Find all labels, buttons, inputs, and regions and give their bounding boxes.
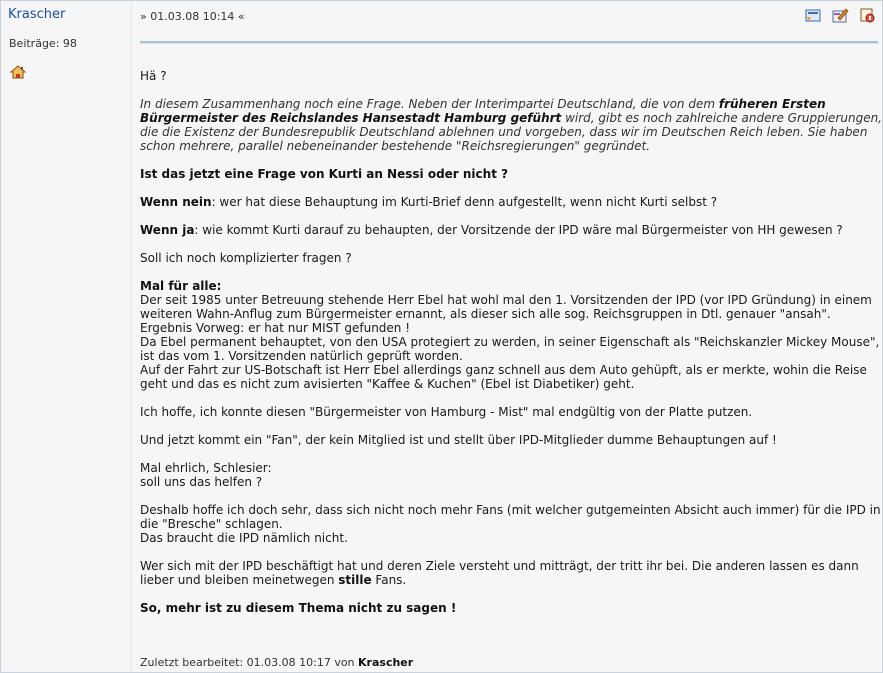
paragraph-ja: Wenn ja: wie kommt Kurti darauf zu behaupten, der Vorsitzende der IPD wäre mal Bürgermeister von HH gewesen ? (140, 223, 843, 237)
quote-icon[interactable] (804, 6, 822, 24)
paragraph: Soll ich noch komplizierter fragen ? (140, 251, 352, 265)
quoted-text: In diesem Zusammenhang noch eine Frage. Neben der Interimpartei Deutschland, die von dem früheren Ersten Bürgermeister des Reichslandes Hansestadt Hamburg geführt wird, gibt es noch zahlreiche andere Gruppierungen, die die Existenz der Bundesrepublik Deutschland ablehnen und vorgeben, dass wir im Deutschen Reich leben. Sie haben schon mehrere, parallel nebeneinander bestehende "Reichsregierungen" gegründet. (140, 97, 882, 153)
paragraph-ehrlich: Mal ehrlich, Schlesier: soll uns das helfen ? (140, 461, 272, 489)
edit-note: Zuletzt bearbeitet: 01.03.08 10:17 von Krascher (140, 656, 414, 669)
post-count: Beiträge: 98 (9, 37, 77, 50)
author-name-link[interactable]: Krascher (8, 7, 66, 22)
report-icon[interactable] (858, 6, 876, 24)
post-body (140, 69, 882, 615)
post-actions (804, 6, 876, 24)
paragraph: Und jetzt kommt ein "Fan", der kein Mitglied ist und stellt über IPD-Mitglieder dumme Behauptungen auf ! (140, 433, 777, 447)
paragraph: Ich hoffe, ich konnte diesen "Bürgermeister von Hamburg - Mist" mal endgültig von der Platte putzen. (140, 405, 753, 419)
question-heading: Ist das jetzt eine Frage von Kurti an Nessi oder nicht ? (140, 167, 509, 181)
header-divider (140, 41, 878, 44)
post-date: » 01.03.08 10:14 « (140, 10, 245, 23)
paragraph: Hä ? (140, 69, 167, 83)
post-content (132, 1, 882, 672)
edit-icon[interactable] (831, 6, 849, 24)
author-panel (1, 1, 132, 672)
paragraph-mal: Mal für alle: Der seit 1985 unter Betreuung stehende Herr Ebel hat wohl mal den 1. Vorsitzenden der IPD (vor IPD Gründung) in einem weiteren Wahn-Anflug zum Bürgermeister ernannt, als dieser sich alle sog. Reichsgruppen in Dtl. genauer "ansah". Ergebnis Vorweg: er hat nur MIST gefunden ! Da Ebel permanent behauptet, von den USA protegiert zu werden, in seiner Eigenschaft als "Reichskanzler Mickey Mouse", ist das vom 1. Vorsitzenden natürlich geprüft worden. Auf der Fahrt zur US-Botschaft ist Herr Ebel allerdings ganz schnell aus dem Auto gehüpft, als er merkte, wohin die Reise geht und das es nicht zum avisierten "Kaffee & Kuchen" (Ebel ist Diabetiker) geht. (140, 279, 880, 391)
closing-statement: So, mehr ist zu diesem Thema nicht zu sagen ! (140, 601, 457, 615)
paragraph-wer: Wer sich mit der IPD beschäftigt hat und deren Ziele versteht und mitträgt, der tritt ihr bei. Die anderen lassen es dann lieber und bleiben meinetwegen stille Fans. (140, 559, 859, 587)
paragraph-deshalb: Deshalb hoffe ich doch sehr, dass sich nicht noch mehr Fans (mit welcher gutgemeinten Absicht auch immer) für die IPD in die "Bresche" schlagen. Das braucht die IPD nämlich nicht. (140, 503, 881, 545)
home-icon[interactable] (10, 65, 26, 79)
paragraph-nein: Wenn nein: wer hat diese Behauptung im Kurti-Brief denn aufgestellt, wenn nicht Kurti selbst ? (140, 195, 718, 209)
edit-user: Krascher (358, 656, 414, 669)
